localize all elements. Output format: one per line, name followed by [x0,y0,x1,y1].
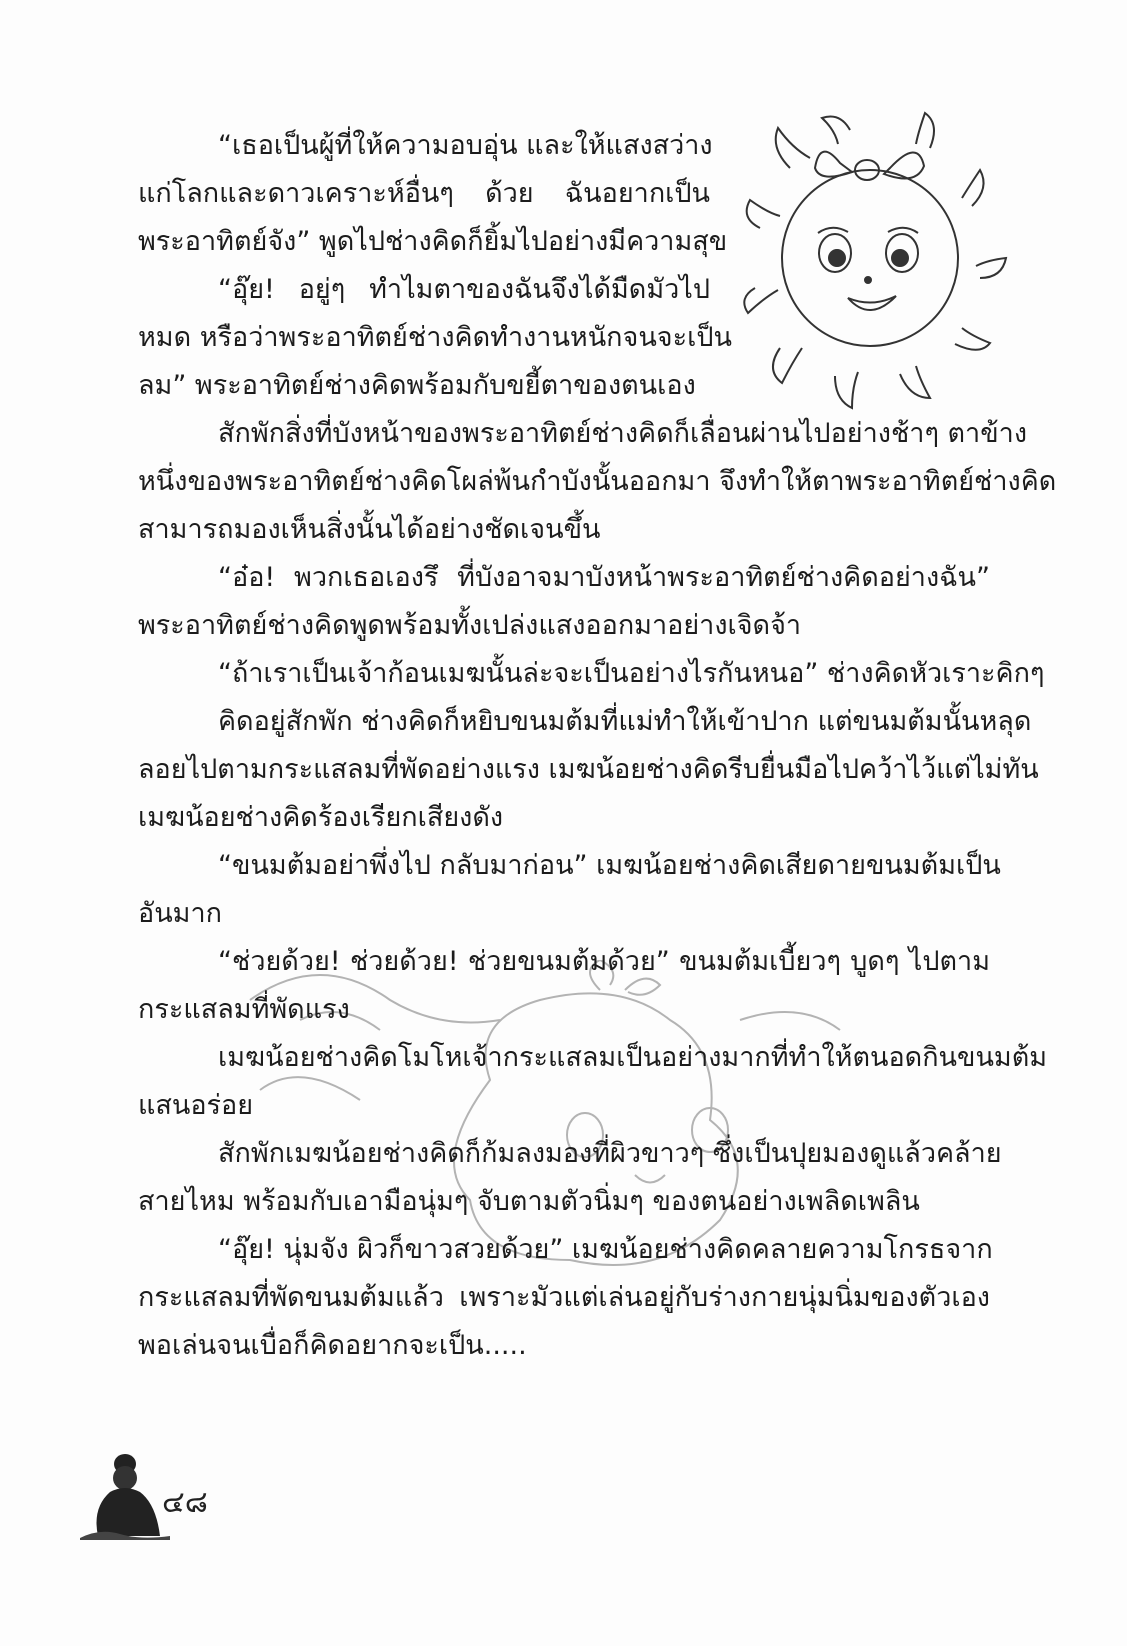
text-line: เมฆน้อยช่างคิดโมโหเจ้ากระแสลมเป็นอย่างมากที่ทำให้ตนอดกินขนมต้ม [218,1042,1048,1073]
sun-with-bow-illustration [740,108,1010,418]
text-line: พระอาทิตย์จัง” พูดไปช่างคิดก็ยิ้มไปอย่างมีความสุข [138,226,728,257]
text-line: อันมาก [138,898,222,929]
text-line: “อุ๊ย! นุ่มจัง ผิวก็ขาวสวยด้วย” เมฆน้อยช่างคิดคลายความโกรธจาก [218,1234,993,1265]
text-line: “เธอเป็นผู้ที่ให้ความอบอุ่น และให้แสงสว่าง [218,130,713,161]
page-number: ๔๘ [162,1485,208,1520]
text-line: เมฆน้อยช่างคิดร้องเรียกเสียงดัง [138,802,504,833]
text-line: “อุ๊ย! อยู่ๆ ทำไมตาของฉันจึงได้มืดมัวไป [218,274,710,305]
text-line: สามารถมองเห็นสิ่งนั้นได้อย่างชัดเจนขึ้น [138,514,601,545]
text-line: พระอาทิตย์ช่างคิดพูดพร้อมทั้งเปล่งแสงออกมาอย่างเจิดจ้า [138,610,802,641]
text-line: สักพักสิ่งที่บังหน้าของพระอาทิตย์ช่างคิดก็เลื่อนผ่านไปอย่างช้าๆ ตาข้าง [218,418,1028,449]
text-line: “อ๋อ! พวกเธอเองรึ ที่บังอาจมาบังหน้าพระอาทิตย์ช่างคิดอย่างฉัน” [218,562,990,593]
text-line: ลม” พระอาทิตย์ช่างคิดพร้อมกับขยี้ตาของตนเอง [138,370,696,401]
text-line: หมด หรือว่าพระอาทิตย์ช่างคิดทำงานหนักจนจะเป็น [138,322,732,353]
text-line: ลอยไปตามกระแสลมที่พัดอย่างแรง เมฆน้อยช่างคิดรีบยื่นมือไปคว้าไว้แต่ไม่ทัน [138,754,1039,785]
text-line: กระแสลมที่พัดแรง [138,994,350,1025]
text-line: แสนอร่อย [138,1090,254,1121]
text-line: “ช่วยด้วย! ช่วยด้วย! ช่วยขนมต้มด้วย” ขนมต้มเบี้ยวๆ บูดๆ ไปตาม [218,946,990,977]
text-line: กระแสลมที่พัดขนมต้มแล้ว เพราะมัวแต่เล่นอยู่กับร่างกายนุ่มนิ่มของตัวเอง [138,1282,990,1313]
text-line: แก่โลกและดาวเคราะห์อื่นๆ ด้วย ฉันอยากเป็น [138,178,710,209]
corner-figure-illustration [80,1448,170,1540]
text-line: “ขนมต้มอย่าพึ่งไป กลับมาก่อน” เมฆน้อยช่างคิดเสียดายขนมต้มเป็น [218,850,1001,881]
text-line: คิดอยู่สักพัก ช่างคิดก็หยิบขนมต้มที่แม่ทำให้เข้าปาก แต่ขนมต้มนั้นหลุด [218,706,1032,737]
text-line: พอเล่นจนเบื่อก็คิดอยากจะเป็น..... [138,1330,527,1361]
text-line: หนึ่งของพระอาทิตย์ช่างคิดโผล่พ้นกำบังนั้นออกมา จึงทำให้ตาพระอาทิตย์ช่างคิด [138,466,1057,497]
text-line: สายไหม พร้อมกับเอามือนุ่มๆ จับตามตัวนิ่มๆ ของตนอย่างเพลิดเพลิน [138,1186,920,1217]
text-line: สักพักเมฆน้อยช่างคิดก็ก้มลงมองที่ผิวขาวๆ ซึ่งเป็นปุยมองดูแล้วคล้าย [218,1138,1002,1169]
text-line: “ถ้าเราเป็นเจ้าก้อนเมฆนั้นล่ะจะเป็นอย่างไรกันหนอ” ช่างคิดหัวเราะคิกๆ [218,658,1045,689]
